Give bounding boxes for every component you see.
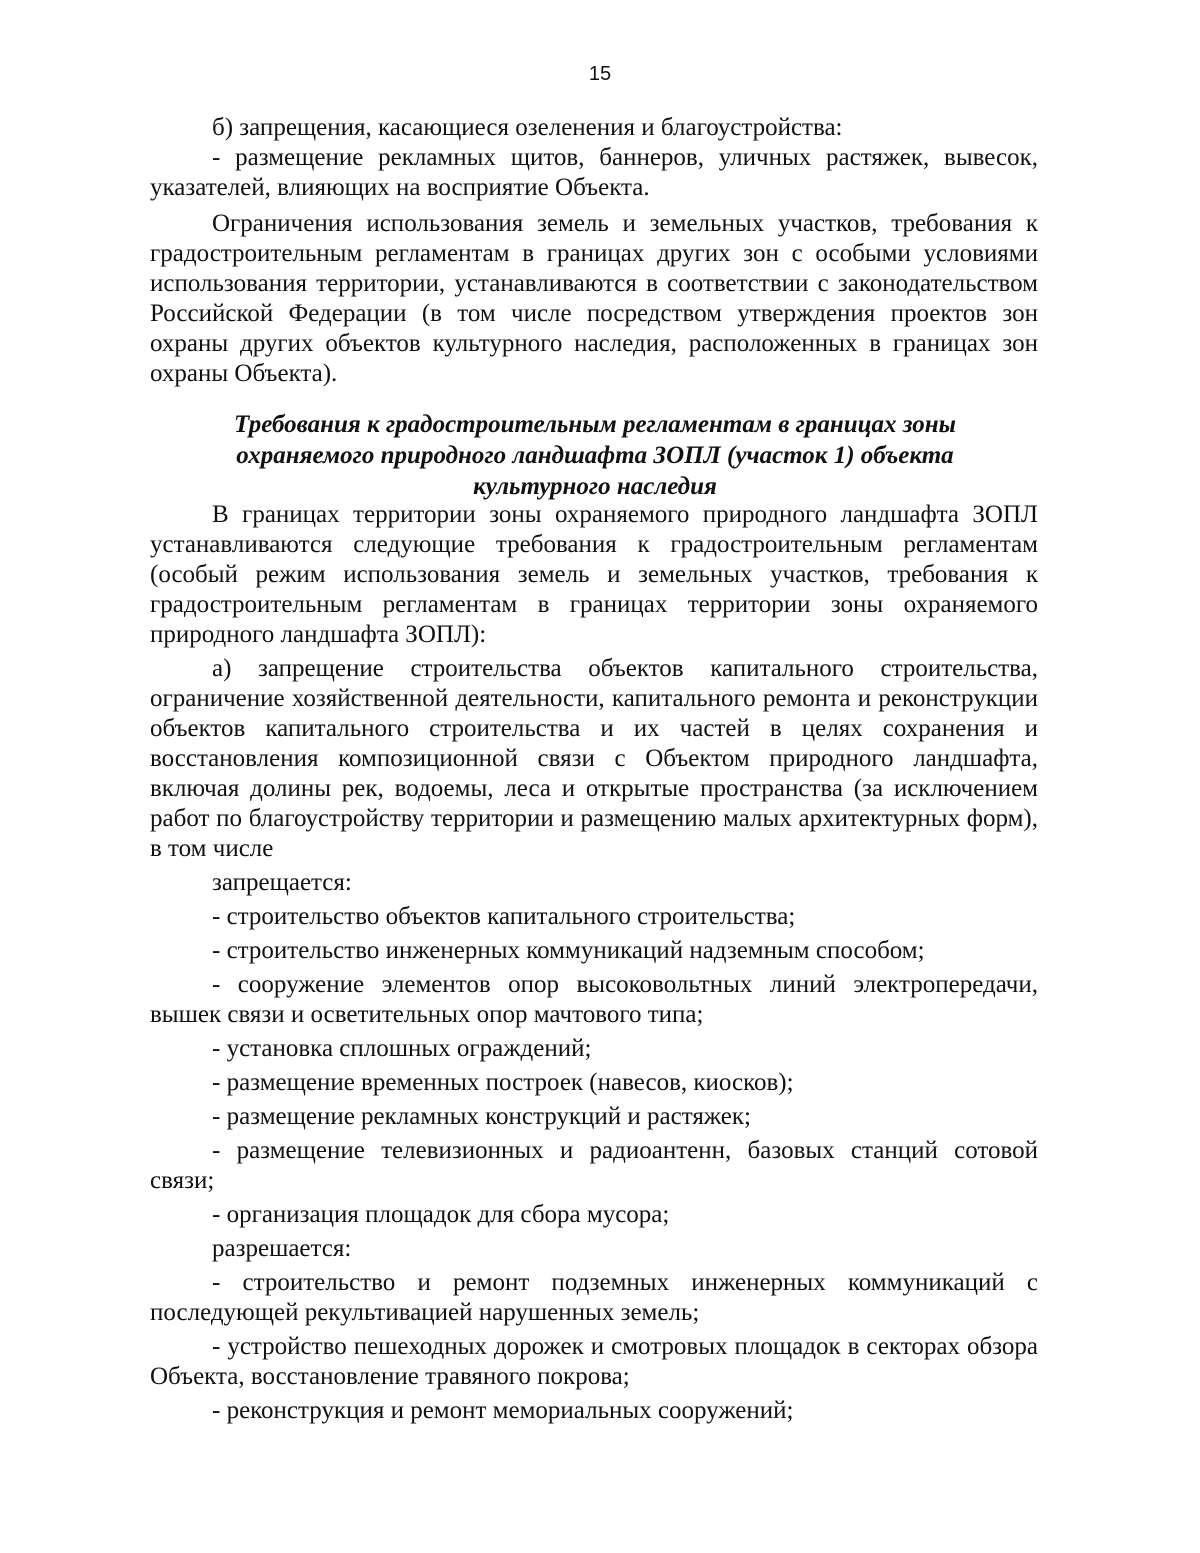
restrictions-paragraph: Ограничения использования земель и земельных участков, требования к градостроительным регламентам в границах других зон с особыми условиями использования территории, устанавливаются в соответствии с законодательством Российской Федерации (в том числе посредством утверждения проектов зон охраны других объектов культурного наследия, расположенных в границах зон охраны Объекта). [150, 210, 1038, 387]
section-heading-line-1: Требования к градостроительным регламентам в границах зоны [234, 411, 956, 438]
prohibited-item: - размещение временных построек (навесов, киосков); [212, 1069, 794, 1096]
prohibited-item: - сооружение элементов опор высоковольтных линий электропередачи, вышек связи и осветительных опор мачтового типа; [150, 971, 1038, 1028]
prohibited-item: - организация площадок для сбора мусора; [212, 1201, 670, 1228]
item-a: а) запрещение строительства объектов капитального строительства, ограничение хозяйственной деятельности, капитального ремонта и реконструкции объектов капитального строительства и их частей в целях сохранения и восстановления композиционной связи с Объектом природного ландшафта, включая долины рек, водоемы, леса и открытые пространства (за исключением работ по благоустройству территории и размещению малых архитектурных форм), в том числе [150, 655, 1038, 862]
prohibited-item: - строительство инженерных коммуникаций надземным способом; [212, 937, 925, 964]
item-b: б) запрещения, касающиеся озеленения и благоустройства: [212, 114, 843, 141]
allowed-label: разрешается: [212, 1235, 352, 1262]
section-intro-paragraph: В границах территории зоны охраняемого природного ландшафта ЗОПЛ устанавливаются следующие требования к градостроительным регламентам (особый режим использования земель и земельных участков, требования к градостроительным регламентам в границах территории зоны охраняемого природного ландшафта ЗОПЛ): [150, 501, 1038, 648]
prohibited-item: - размещение рекламных конструкций и растяжек; [212, 1103, 751, 1130]
prohibited-item: - установка сплошных ограждений; [212, 1035, 592, 1062]
prohibited-label: запрещается: [212, 869, 352, 896]
section-heading-line-3: культурного наследия [473, 473, 717, 500]
allowed-item: - строительство и ремонт подземных инженерных коммуникаций с последующей рекультивацией нарушенных земель; [150, 1269, 1038, 1326]
page-number: 15 [588, 63, 612, 85]
prohibited-item: - размещение телевизионных и радиоантенн, базовых станций сотовой связи; [150, 1137, 1038, 1194]
section-body [150, 500, 1038, 1426]
intro-block [150, 113, 1038, 389]
allowed-item: - устройство пешеходных дорожек и смотровых площадок в секторах обзора Объекта, восстановление травяного покрова; [150, 1333, 1038, 1390]
allowed-item: - реконструкция и ремонт мемориальных сооружений; [212, 1397, 794, 1424]
section-heading [150, 409, 1040, 502]
section-heading-line-2: охраняемого природного ландшафта ЗОПЛ (участок 1) объекта [236, 442, 954, 469]
prohibited-item: - строительство объектов капитального строительства; [212, 903, 796, 930]
bullet-banners: - размещение рекламных щитов, баннеров, уличных растяжек, вывесок, указателей, влияющих на восприятие Объекта. [150, 144, 1038, 201]
